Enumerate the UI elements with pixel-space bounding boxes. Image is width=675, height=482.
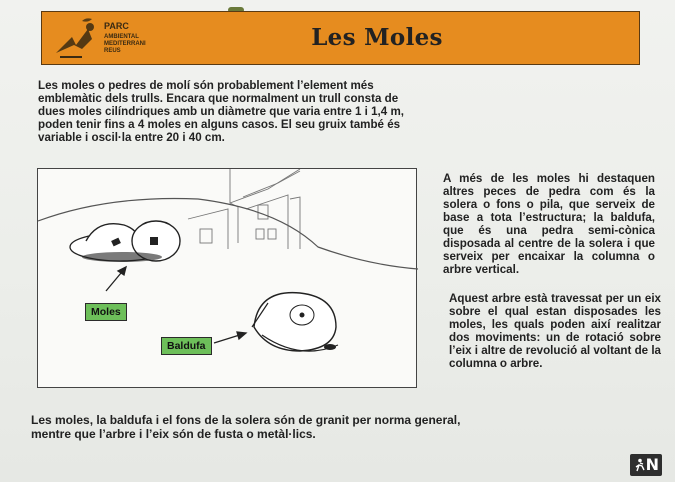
header-bar	[41, 11, 640, 65]
right-paragraph-1: A més de les moles hi destaquen altres peces de pedra com és la solera o fons o pila, que serveix de base a tota l’estructura; la baldufa, que és una pedra semi-cònica disposada al centre de la solera i que serveix per encaixar la columna o arbre vertical.	[443, 172, 655, 276]
moles-label: Moles	[85, 303, 127, 321]
intro-paragraph: Les moles o pedres de molí són probablement l’element més emblemàtic dels trulls. Encara que normalment un trull consta de dues moles cilíndriques amb un diàmetre que varia entre 1 i 1,4 m, poden tenir fins a 4 moles en alguns casos. El seu gruix també és variable i oscil·la entre 20 i 40 cm.	[38, 79, 404, 144]
corner-letter: N	[645, 455, 659, 474]
diagram-drawing	[38, 169, 418, 389]
logo-line3: MEDITERRANI	[104, 41, 146, 47]
hiking-figure-icon	[633, 458, 647, 472]
logo-line2: AMBIENTAL	[104, 34, 139, 40]
baldufa-illustration	[252, 293, 338, 351]
logo-line4: REUS	[104, 48, 121, 54]
right-paragraph-2: Aquest arbre està travessat per un eix sobre el qual estan disposades les moles, les quals poden així realitzar dos moviments: un de rotació sobre l’eix i altre de revolució al voltant de la columna o arbre.	[449, 292, 661, 370]
corner-badge	[630, 454, 662, 476]
page-title: Les Moles	[311, 24, 443, 51]
moles-illustration	[70, 221, 180, 262]
logo-line1: PARC	[104, 21, 129, 31]
baldufa-label: Baldufa	[161, 337, 212, 355]
bottom-paragraph: Les moles, la baldufa i el fons de la solera són de granit per norma general, mentre que l’arbre i l’eix són de fusta o metàl·lics.	[31, 413, 461, 441]
trull-diagram	[37, 168, 417, 388]
pointer-arrows	[106, 267, 246, 343]
parc-logo-icon	[52, 15, 164, 61]
